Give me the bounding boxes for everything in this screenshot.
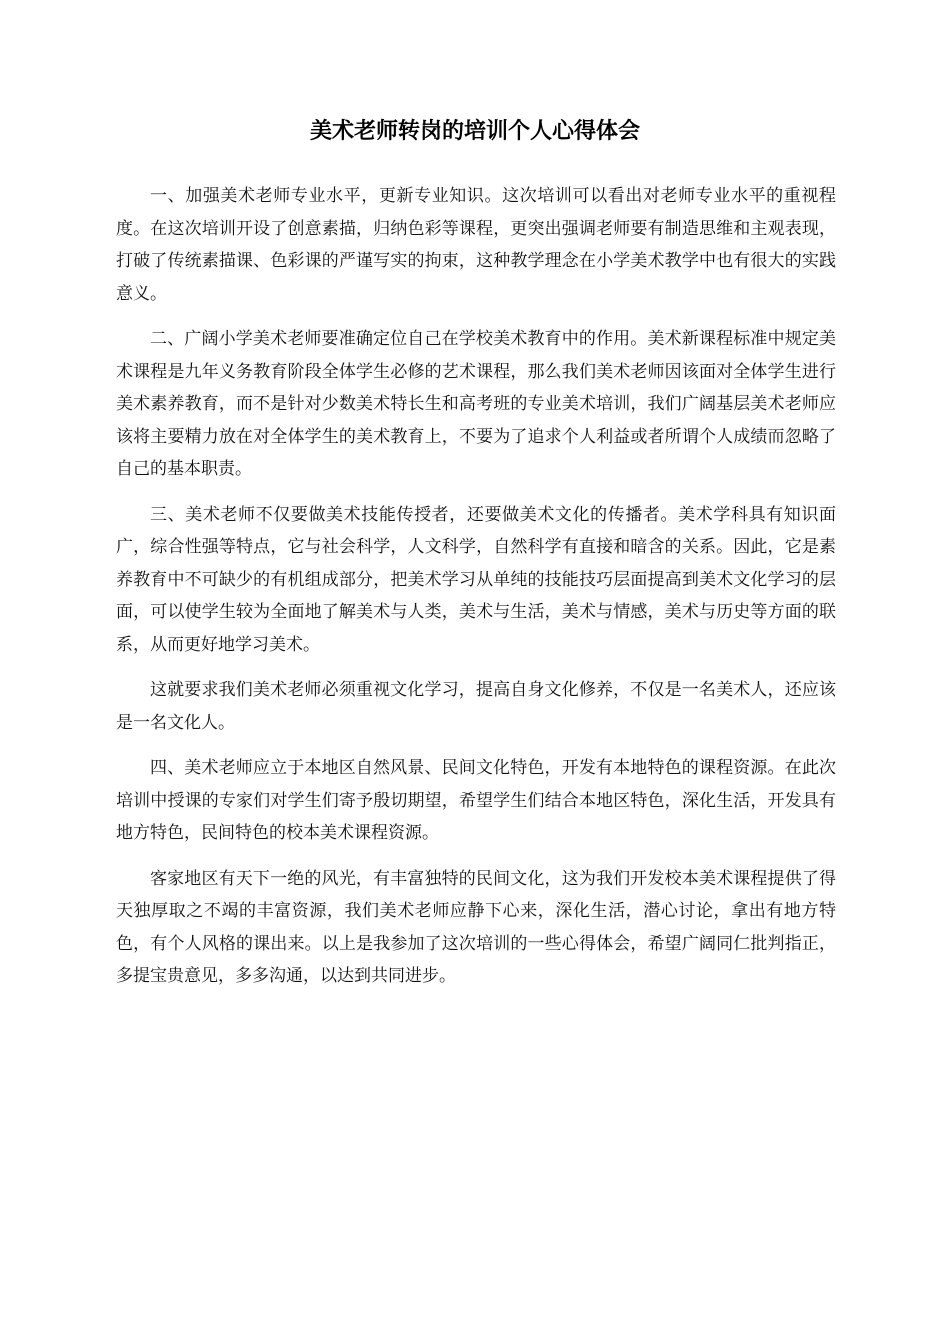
paragraph-1: 一、加强美术老师专业水平，更新专业知识。这次培训可以看出对老师专业水平的重视程度。在这次培训开设了创意素描，归纳色彩等课程，更突出强调老师要有制造思维和主观表现，打破了传统素描课、色彩课的严谨写实的拘束，这种教学理念在小学美术教学中也有很大的实践意义。 — [116, 186, 836, 304]
paragraph-2: 二、广阔小学美术老师要准确定位自己在学校美术教育中的作用。美术新课程标准中规定美术课程是九年义务教育阶段全体学生必修的艺术课程，那么我们美术老师因该面对全体学生进行美术素养教育，而不是针对少数美术特长生和高考班的专业美术培训，我们广阔基层美术老师应该将主要精力放在对全体学生的美术教育上，不要为了追求个人利益或者所谓个人成绩而忽略了自己的基本职责。 — [116, 329, 836, 479]
paragraph-3: 三、美术老师不仅要做美术技能传授者，还要做美术文化的传播者。美术学科具有知识面广，综合性强等特点，它与社会科学，人文科学，自然科学有直接和暗含的关系。因此，它是素养教育中不可缺少的有机组成部分，把美术学习从单纯的技能技巧层面提高到美术文化学习的层面，可以使学生较为全面地了解美术与人类，美术与生活，美术与情感，美术与历史等方面的联系，从而更好地学习美术。 — [116, 504, 836, 655]
paragraph-4: 这就要求我们美术老师必须重视文化学习，提高自身文化修养，不仅是一名美术人，还应该是一名文化人。 — [116, 680, 836, 733]
paragraph-5: 四、美术老师应立于本地区自然风景、民间文化特色，开发有本地特色的课程资源。在此次培训中授课的专家们对学生们寄予殷切期望，希望学生们结合本地区特色，深化生活，开发具有地方特色，民间特色的校本美术课程资源。 — [116, 758, 836, 843]
document-body — [116, 180, 836, 1006]
document-title: 美术老师转岗的培训个人心得体会 — [309, 119, 640, 144]
paragraph-6: 客家地区有天下一绝的风光，有丰富独特的民间文化，这为我们开发校本美术课程提供了得天独厚取之不竭的丰富资源，我们美术老师应静下心来，深化生活，潜心讨论，拿出有地方特色，有个人风格的课出来。以上是我参加了这次培训的一些心得体会，希望广阔同仁批判指正，多提宝贵意见，多多沟通，以达到共同进步。 — [116, 868, 836, 986]
